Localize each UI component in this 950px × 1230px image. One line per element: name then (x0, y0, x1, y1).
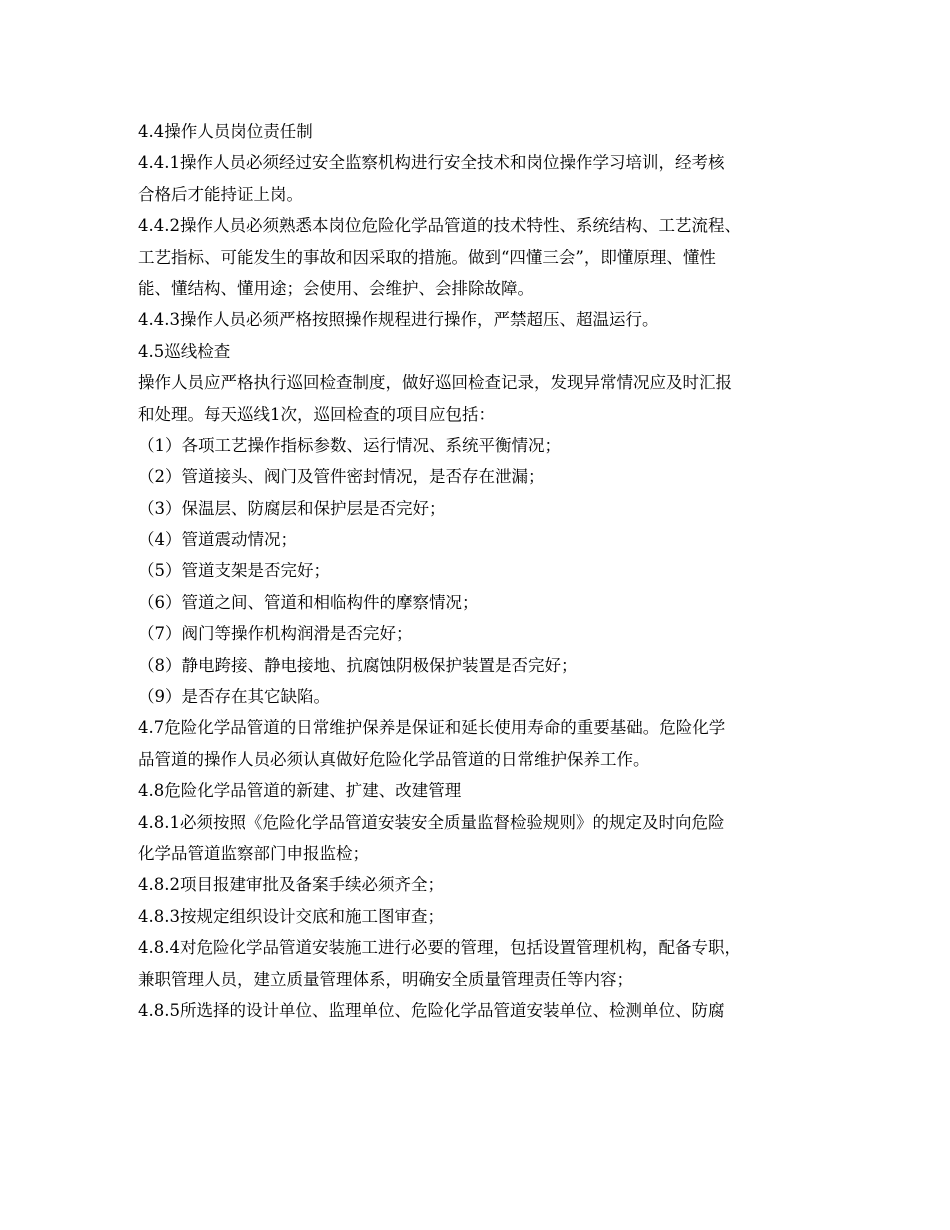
list-item: （3）保温层、防腐层和保护层是否完好； (138, 498, 446, 518)
list-item: （6）管道之间、管道和相临构件的摩察情况； (138, 592, 479, 612)
list-item: （9）是否存在其它缺陷。 (138, 687, 330, 707)
section-heading-4-8: 4.8危险化学品管道的新建、扩建、改建管理 (138, 781, 462, 801)
text-line: 4.7危险化学品管道的日常维护保养是保证和延长使用寿命的重要基础。危险化学 (138, 718, 726, 738)
text-line: 4.8.1必须按照《危险化学品管道安装安全质量监督检验规则》的规定及时向危险 (138, 812, 725, 832)
list-item: （2）管道接头、阀门及管件密封情况，是否存在泄漏； (138, 467, 545, 487)
text-line: 4.8.2项目报建审批及备案手续必须齐全； (138, 875, 444, 895)
text-line: 4.8.4对危险化学品管道安装施工进行必要的管理，包括设置管理机构，配备专职， (138, 938, 741, 958)
document-body (138, 116, 828, 1026)
text-line: 4.8.3按规定组织设计交底和施工图审查； (138, 906, 444, 926)
text-line: 工艺指标、可能发生的事故和因采取的措施。做到“四懂三会”，即懂原理、懂性 (138, 247, 716, 267)
list-item: （5）管道支架是否完好； (138, 561, 330, 581)
text-line: 4.8.5所选择的设计单位、监理单位、危险化学品管道安装单位、检测单位、防腐 (138, 1000, 725, 1020)
text-line: 操作人员应严格执行巡回检查制度，做好巡回检查记录，发现异常情况应及时汇报 (138, 373, 732, 393)
text-line: 4.4.1操作人员必须经过安全监察机构进行安全技术和岗位操作学习培训，经考核 (138, 153, 725, 173)
list-item: （7）阀门等操作机构润滑是否完好； (138, 624, 413, 644)
list-item: （4）管道震动情况； (138, 530, 297, 550)
section-heading-4-5: 4.5巡线检查 (138, 341, 231, 361)
section-heading-4-4: 4.4操作人员岗位责任制 (138, 122, 313, 141)
text-line: 合格后才能持证上岗。 (138, 184, 303, 204)
list-item: （8）静电跨接、静电接地、抗腐蚀阴极保护装置是否完好； (138, 655, 578, 675)
text-line: 能、懂结构、懂用途；会使用、会维护、会排除故障。 (138, 278, 534, 298)
text-line: 兼职管理人员，建立质量管理体系，明确安全质量管理责任等内容； (138, 969, 633, 989)
text-line: 和处理。每天巡线1次，巡回检查的项目应包括： (138, 404, 495, 424)
text-line: 4.4.2操作人员必须熟悉本岗位危险化学品管道的技术特性、系统结构、工艺流程、 (138, 216, 741, 236)
text-line: 化学品管道监察部门申报监检； (138, 843, 369, 863)
text-line: 4.4.3操作人员必须严格按照操作规程进行操作，严禁超压、超温运行。 (138, 310, 659, 330)
text-line: 品管道的操作人员必须认真做好危险化学品管道的日常维护保养工作。 (138, 749, 650, 769)
list-item: （1）各项工艺操作指标参数、运行情况、系统平衡情况； (138, 435, 561, 455)
